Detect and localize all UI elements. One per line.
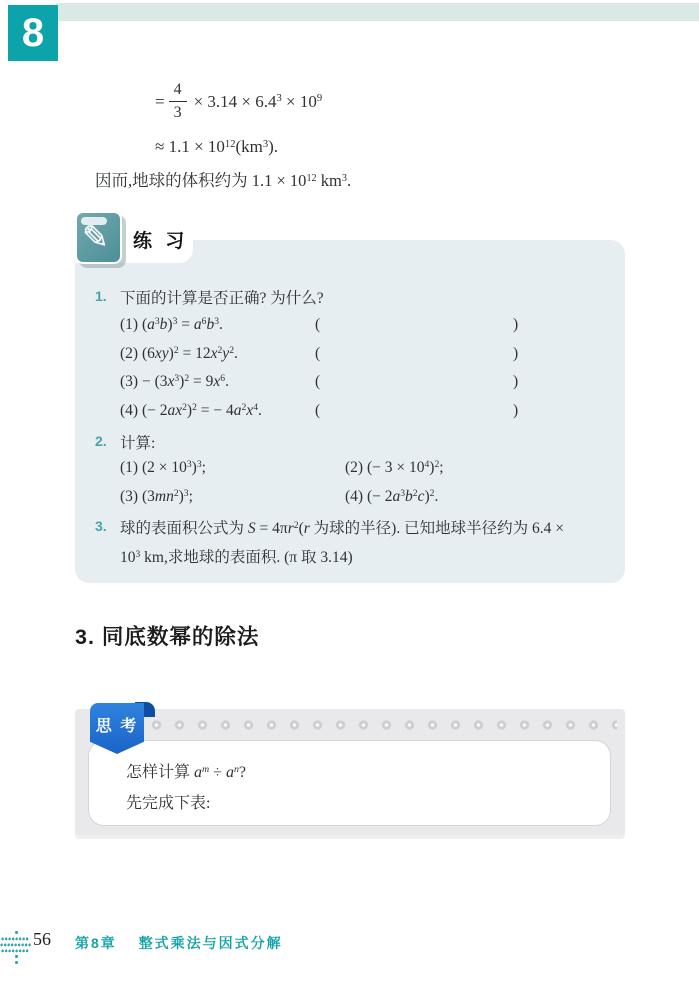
answer-bracket-close: ) — [513, 345, 519, 362]
q2-item-2: (2) (− $3 \times 10^4)^2$; — [345, 459, 444, 476]
chapter-label: 第8章 — [75, 935, 117, 951]
question-3-line-2: $10^3$ km,求地球的表面积. (π 取 3.14) — [120, 549, 353, 566]
unit-number: 8 — [21, 11, 45, 55]
solution-line-2: ≈ $1.1 \times 10^{12}(km^3)$. — [155, 137, 279, 156]
chapter-title: 整式乘法与因式分解 — [138, 935, 283, 951]
q1-item-4: (4) (− $2ax^2)^2$ = − $4a^2x^4$. — [120, 402, 262, 419]
answer-bracket-open: ( — [315, 316, 321, 333]
question-3-line-1: 球的表面积公式为 $S = 4\pi r^2(r$ 为球的半径). 已知地球半径约为 6.4 × — [120, 520, 564, 537]
question-1-prompt: 下面的计算是否正确? 为什么? — [120, 290, 324, 307]
q1-item-1: (1) $(a^3b)^3 = a^6b^3$. — [120, 316, 223, 333]
top-accent-bar — [56, 3, 699, 21]
answer-bracket-close: ) — [513, 373, 519, 390]
unit-number-badge — [8, 5, 58, 61]
q1-item-2: (2) $(6xy)^2 = 12x^2y^2$. — [120, 345, 238, 362]
pencil-icon: ✎ — [82, 219, 109, 255]
answer-bracket-close: ) — [513, 402, 519, 419]
think-line-2: 先完成下表: — [126, 795, 211, 812]
q2-item-3: (3) $(3mn^2)^3$; — [120, 488, 193, 505]
think-content-panel — [88, 740, 611, 826]
footer-chapter-info — [75, 933, 283, 953]
answer-bracket-close: ) — [513, 316, 519, 333]
think-section-label: 思 考 — [95, 718, 139, 735]
equals-sign: = — [155, 91, 165, 111]
practice-section-label: 练 习 — [133, 231, 189, 252]
think-box — [75, 709, 625, 835]
question-2-number: 2. — [95, 433, 107, 449]
fraction-numerator: 4 — [173, 81, 182, 98]
think-ribbon — [90, 701, 144, 754]
question-1-number: 1. — [95, 288, 107, 304]
solution-line-1 — [155, 80, 322, 123]
answer-bracket-open: ( — [315, 373, 321, 390]
spiral-binding-holes — [145, 716, 617, 734]
practice-box — [75, 240, 625, 583]
solution-line-1-expression: × $3.14 \times 6.4^3 \times 10^9$ — [193, 91, 323, 111]
section-heading: 3. 同底数幂的除法 — [75, 625, 260, 649]
notebook-pencil-icon — [75, 211, 122, 264]
q1-item-3: $(3) - (3x^3)^2 = 9x^6$. — [120, 373, 229, 390]
answer-bracket-open: ( — [315, 345, 321, 362]
q2-item-1: (1) $(2 \times 10^3)^3$; — [120, 459, 206, 476]
q2-item-4: (4) (− $2a^3b^2c)^2$. — [345, 488, 439, 505]
answer-bracket-open: ( — [315, 402, 321, 419]
solution-conclusion: 因而,地球的体积约为 $1.1 \times 10^{12}$ $km^3$. — [95, 171, 352, 190]
think-line-1: 怎样计算 $a^m \div a^n$? — [126, 764, 247, 781]
page-number: 56 — [33, 929, 51, 949]
fraction-denominator: 3 — [169, 101, 187, 123]
question-2-prompt: 计算: — [120, 435, 156, 452]
question-3-number: 3. — [95, 518, 107, 534]
fraction — [169, 80, 187, 123]
